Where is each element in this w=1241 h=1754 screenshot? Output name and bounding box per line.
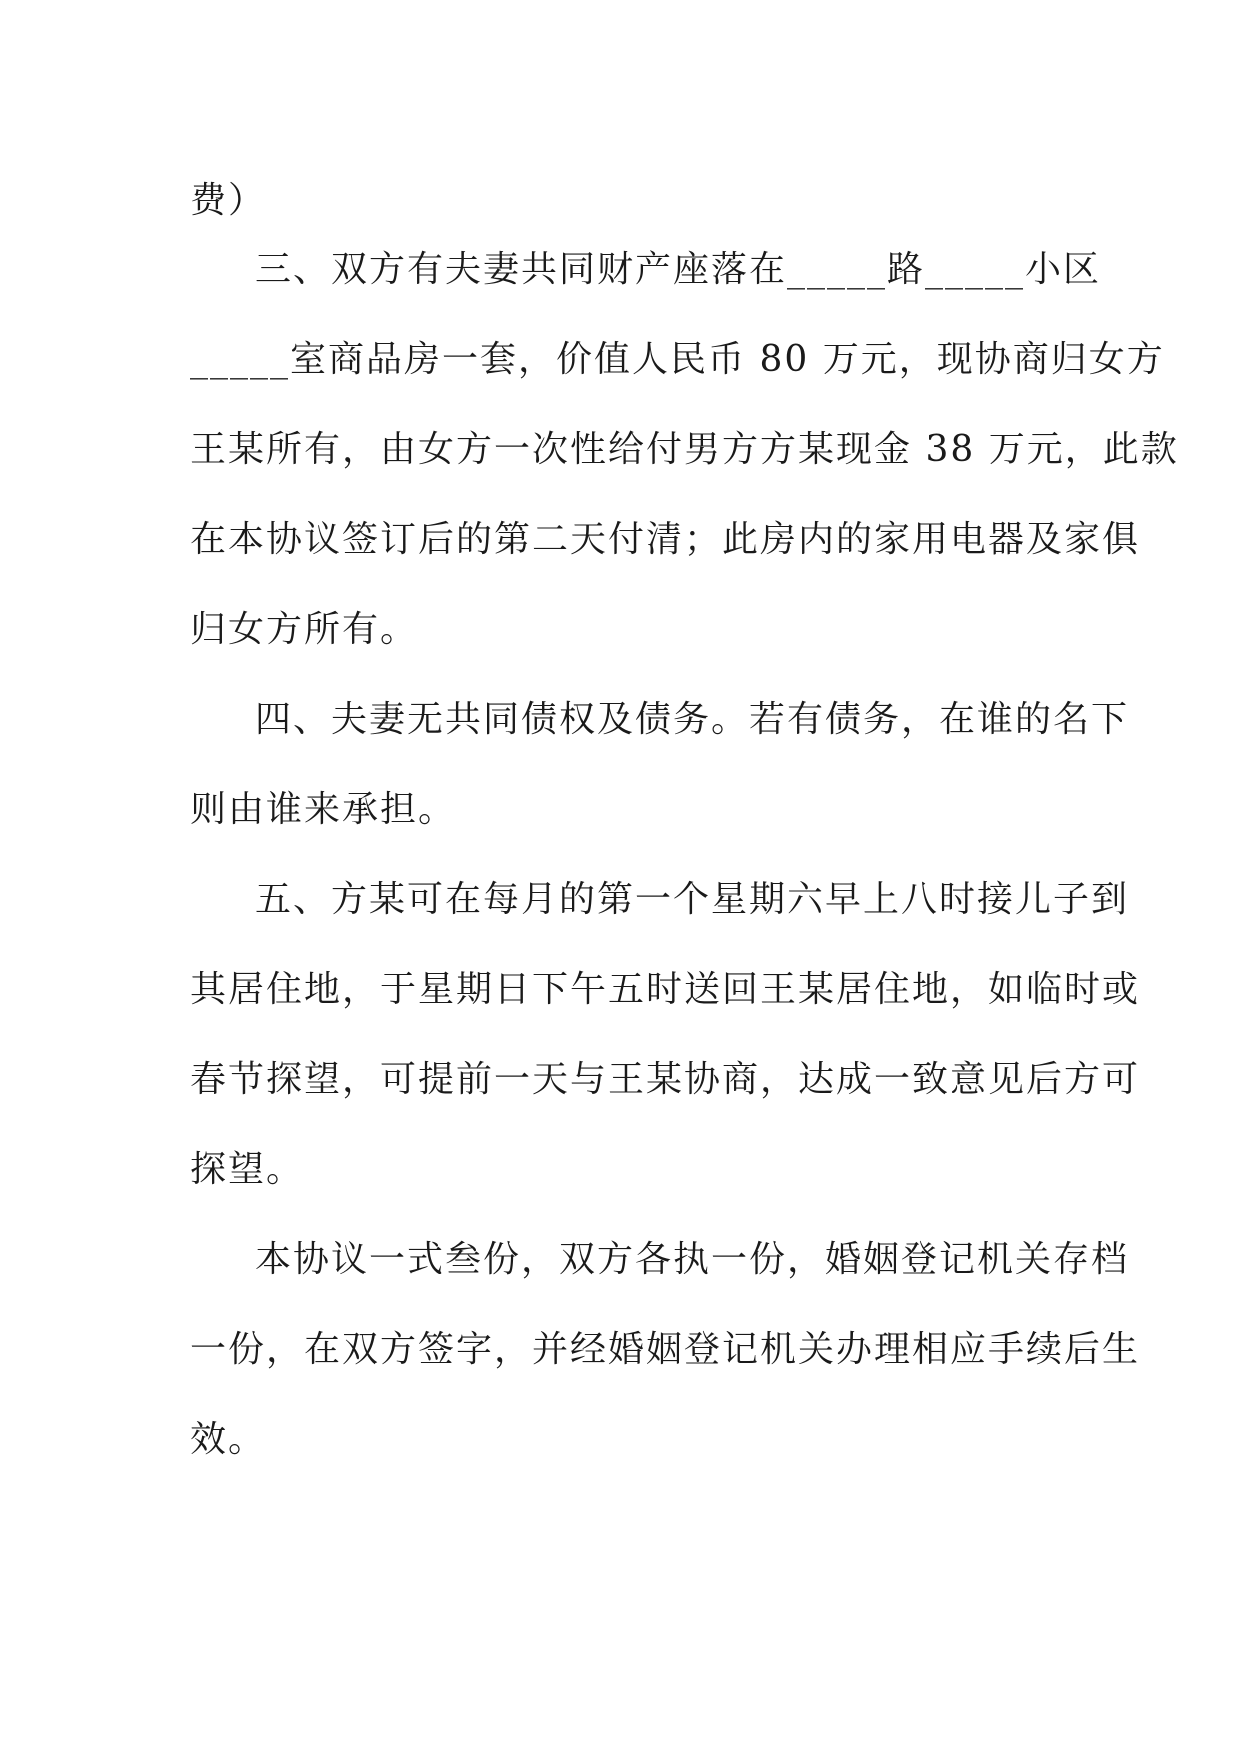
text-line: 探望。	[190, 1149, 305, 1190]
text-line: 春节探望，可提前一天与王某协商，达成一致意见后方可	[190, 1059, 1141, 1100]
text-line: 其居住地，于星期日下午五时送回王某居住地，如临时或	[190, 969, 1141, 1010]
text-line: 效。	[190, 1419, 267, 1460]
text-line: 三、双方有夫妻共同财产座落在_____路_____小区	[255, 249, 1102, 290]
text-line: 费）	[190, 180, 267, 221]
text-line: _____室商品房一套，价值人民币 80 万元，现协商归女方	[190, 339, 1165, 380]
text-line: 在本协议签订后的第二天付清；此房内的家用电器及家俱	[190, 519, 1141, 560]
text-line: 本协议一式叁份，双方各执一份，婚姻登记机关存档	[255, 1239, 1130, 1280]
text-line: 归女方所有。	[190, 609, 419, 650]
text-line: 王某所有，由女方一次性给付男方方某现金 38 万元，此款	[190, 429, 1179, 470]
text-line: 四、夫妻无共同债权及债务。若有债务，在谁的名下	[255, 699, 1130, 740]
text-line: 五、方某可在每月的第一个星期六早上八时接儿子到	[255, 879, 1130, 920]
text-line: 一份，在双方签字，并经婚姻登记机关办理相应手续后生	[190, 1329, 1141, 1370]
text-line: 则由谁来承担。	[190, 789, 457, 830]
